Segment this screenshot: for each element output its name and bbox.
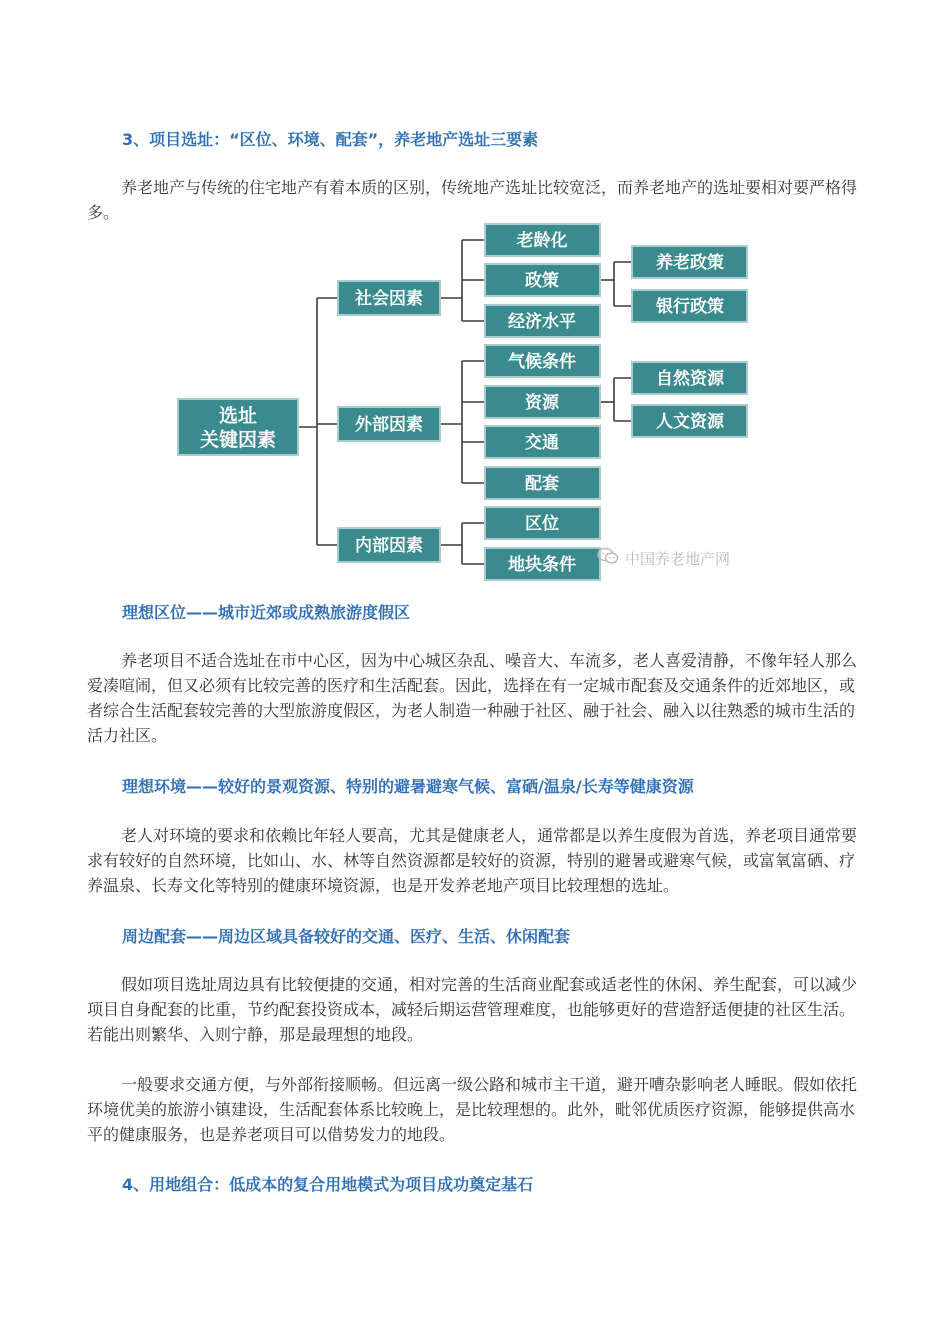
node-location-label: 区位 <box>525 514 559 534</box>
group-internal <box>338 528 440 562</box>
node-transport <box>485 426 600 458</box>
facilities-heading: 周边配套——周边区域具备较好的交通、医疗、生活、休闲配套 <box>122 927 571 946</box>
location-heading: 理想区位——城市近郊或成熟旅游度假区 <box>122 603 411 622</box>
group-external <box>338 407 440 441</box>
root-line2: 关键因素 <box>199 429 277 451</box>
environment-heading: 理想环境——较好的景观资源、特别的避暑避寒气候、富硒/温泉/长寿等健康资源 <box>122 777 694 796</box>
watermark <box>597 547 730 569</box>
group-internal-label: 内部因素 <box>355 536 423 556</box>
node-aging-label: 老龄化 <box>516 231 568 251</box>
node-bank-policy <box>632 290 747 322</box>
node-facilities-label: 配套 <box>525 474 559 494</box>
node-climate-label: 气候条件 <box>508 352 576 372</box>
location-text: 养老项目不适合选址在市中心区，因为中心城区杂乱、噪音大、车流多，老人喜爱清静，不像年轻人那么爱凑喧闹，但又必须有比较完善的医疗和生活配套。因此，选择在有一定城市配套及交通条件的近郊地区，或者综合生活配套较完善的大型旅游度假区，为老人制造一种融于社区、融于社会、融入以往熟悉的城市生活的活力社区。 <box>87 651 858 745</box>
group-social-label: 社会因素 <box>355 289 423 309</box>
facilities-text-1: 假如项目选址周边具有比较便捷的交通，相对完善的生活商业配套或适老性的休闲、养生配套，可以减少项目自身配套的比重，节约配套投资成本，减轻后期运营管理难度，也能够更好的营造舒适便捷的社区生活。若能出则繁华、入则宁静，那是最理想的地段。 <box>87 975 858 1044</box>
watermark-text: 中国养老地产网 <box>625 549 731 568</box>
node-land-conditions-label: 地块条件 <box>508 555 576 575</box>
node-location <box>485 507 600 539</box>
node-land-conditions <box>485 548 600 580</box>
site-selection-tree-diagram <box>0 0 950 600</box>
node-elderly-policy <box>632 246 747 278</box>
node-natural-resources-label: 自然资源 <box>656 369 724 389</box>
environment-text: 老人对环境的要求和依赖比年轻人要高，尤其是健康老人，通常都是以养生度假为首选，养老项目通常要求有较好的自然环境，比如山、水、林等自然资源都是较好的资源，特别的避暑或避寒气候，或富氧富硒、疗养温泉、长寿文化等特别的健康环境资源，也是开发养老地产项目比较理想的选址。 <box>87 826 858 895</box>
section3-heading: 3、项目选址：“区位、环境、配套”，养老地产选址三要素 <box>122 130 539 149</box>
node-facilities <box>485 467 600 499</box>
group-social <box>338 281 440 315</box>
node-cultural-resources-label: 人文资源 <box>656 412 724 432</box>
node-climate <box>485 345 600 377</box>
wechat-icon <box>597 547 619 569</box>
node-policy-label: 政策 <box>525 271 559 291</box>
node-transport-label: 交通 <box>525 433 559 453</box>
node-economy <box>485 305 600 337</box>
node-aging <box>485 224 600 256</box>
node-cultural-resources <box>632 405 747 437</box>
node-policy <box>485 264 600 296</box>
node-resources <box>485 386 600 418</box>
section4-heading: 4、用地组合：低成本的复合用地模式为项目成功奠定基石 <box>122 1175 534 1194</box>
node-economy-label: 经济水平 <box>508 312 576 332</box>
group-external-label: 外部因素 <box>355 415 423 435</box>
node-elderly-policy-label: 养老政策 <box>656 253 724 273</box>
root-node <box>178 399 298 455</box>
node-resources-label: 资源 <box>525 393 559 413</box>
section3-intro: 养老地产与传统的住宅地产有着本质的区别，传统地产选址比较宽泛，而养老地产的选址要相对要严格得多。 <box>87 178 858 222</box>
root-line1: 选址 <box>218 405 258 427</box>
node-bank-policy-label: 银行政策 <box>656 297 724 317</box>
node-natural-resources <box>632 362 747 394</box>
facilities-text-2: 一般要求交通方便，与外部衔接顺畅。但远离一级公路和城市主干道，避开嘈杂影响老人睡眠。假如依托环境优美的旅游小镇建设，生活配套体系比较晚上，是比较理想的。此外，毗邻优质医疗资源，能够提供高水平的健康服务，也是养老项目可以借势发力的地段。 <box>87 1075 858 1144</box>
